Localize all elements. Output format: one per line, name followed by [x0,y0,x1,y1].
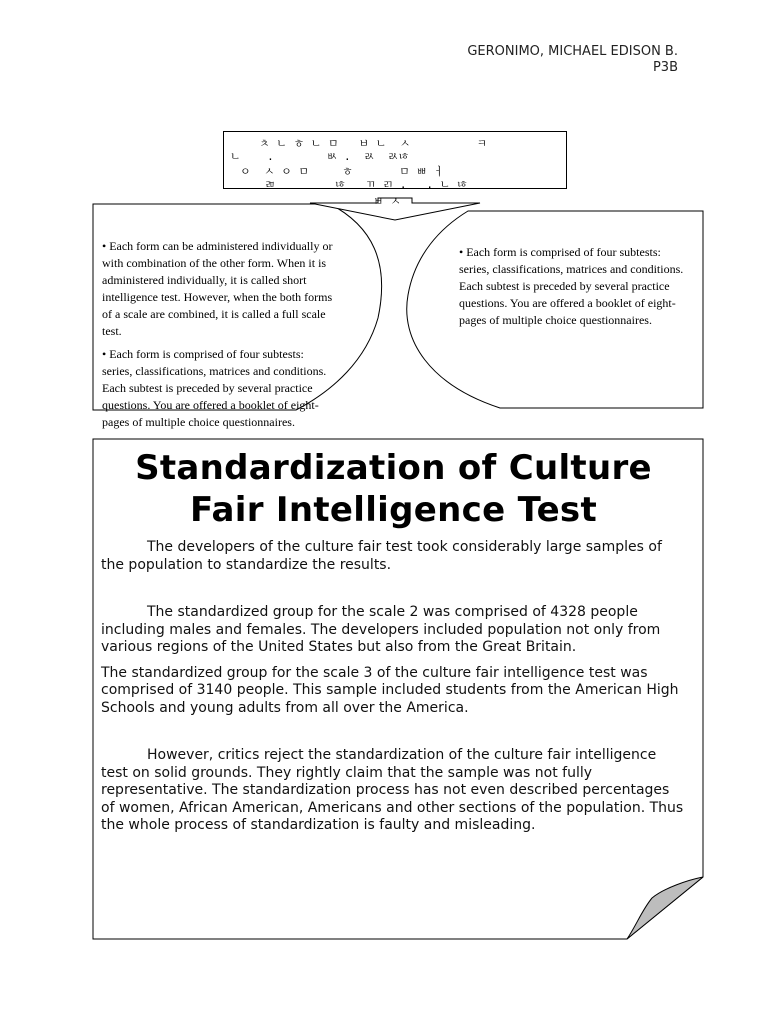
author-name: GERONIMO, MICHAEL EDISON B. [467,44,678,59]
left-bubble-text [102,238,334,439]
left-bubble-para-1: • Each form can be administered individually or with combination of the other form. When it is administered individually, it is called short intelligence test. However, when the both forms of a scale are combined, it is called a full scale test. [102,239,333,338]
note [93,439,703,939]
note-para-3: The standardized group for the scale 3 of the culture fair intelligence test was comprised of 3140 people. This sample included students from the American High Schools and young adults from all over the America. [101,664,679,716]
left-bubble-para-2: • Each form is comprised of four subtests: series, classifications, matrices and conditions. Each subtest is preceded by several practice questions. You are offered a booklet of eight-pages of multiple choice questionnaires. [102,347,327,429]
note-para-2: The standardized group for the scale 2 was comprised of 4328 people including males and females. The developers included population not only from various regions of the United States but also from the Great Britain. [101,604,661,655]
author-section: P3B [652,60,678,75]
glyph-line-1: ㅊ ㄴ ㅎ ㄴ ㅁ ㅂ ㄴ ㅅ ㅋ [259,137,488,150]
glyph-line-4: ㄻ ㄶ ㄲ ㄺ . . ㄴ ㄶ [258,178,468,191]
note-body [101,447,686,835]
glyph-line-3: ㅇ ㅅ ㅇ ㅁ ㅎ ㅁ ㅃ ㅓ [240,165,445,178]
note-para-1: The developers of the culture fair test took considerably large samples of the population to standardize the results. [101,539,662,573]
glyph-line-2: ㄴ . ㅄ . ㄽ ㄽㄶ [230,150,409,163]
glyph-box [223,131,567,189]
right-bubble-text [459,244,694,335]
note-title: Standardization of Culture Fair Intelligence Test [135,448,652,530]
glyph-line-5: ㅂ ㅅ [373,195,401,208]
note-para-4: However, critics reject the standardization of the culture fair intelligence test on solid grounds. They rightly claim that the sample was not fully representative. The standardization process has not even described percentages of women, African American, Americans and other sections of the population. Thus the whole process of standardization is faulty and misleading. [101,747,684,833]
right-bubble-para-1: • Each form is comprised of four subtests: series, classifications, matrices and conditions. Each subtest is preceded by several practice questions. You are offered a booklet of eight-pages of multiple choice questionnaires. [459,245,684,327]
